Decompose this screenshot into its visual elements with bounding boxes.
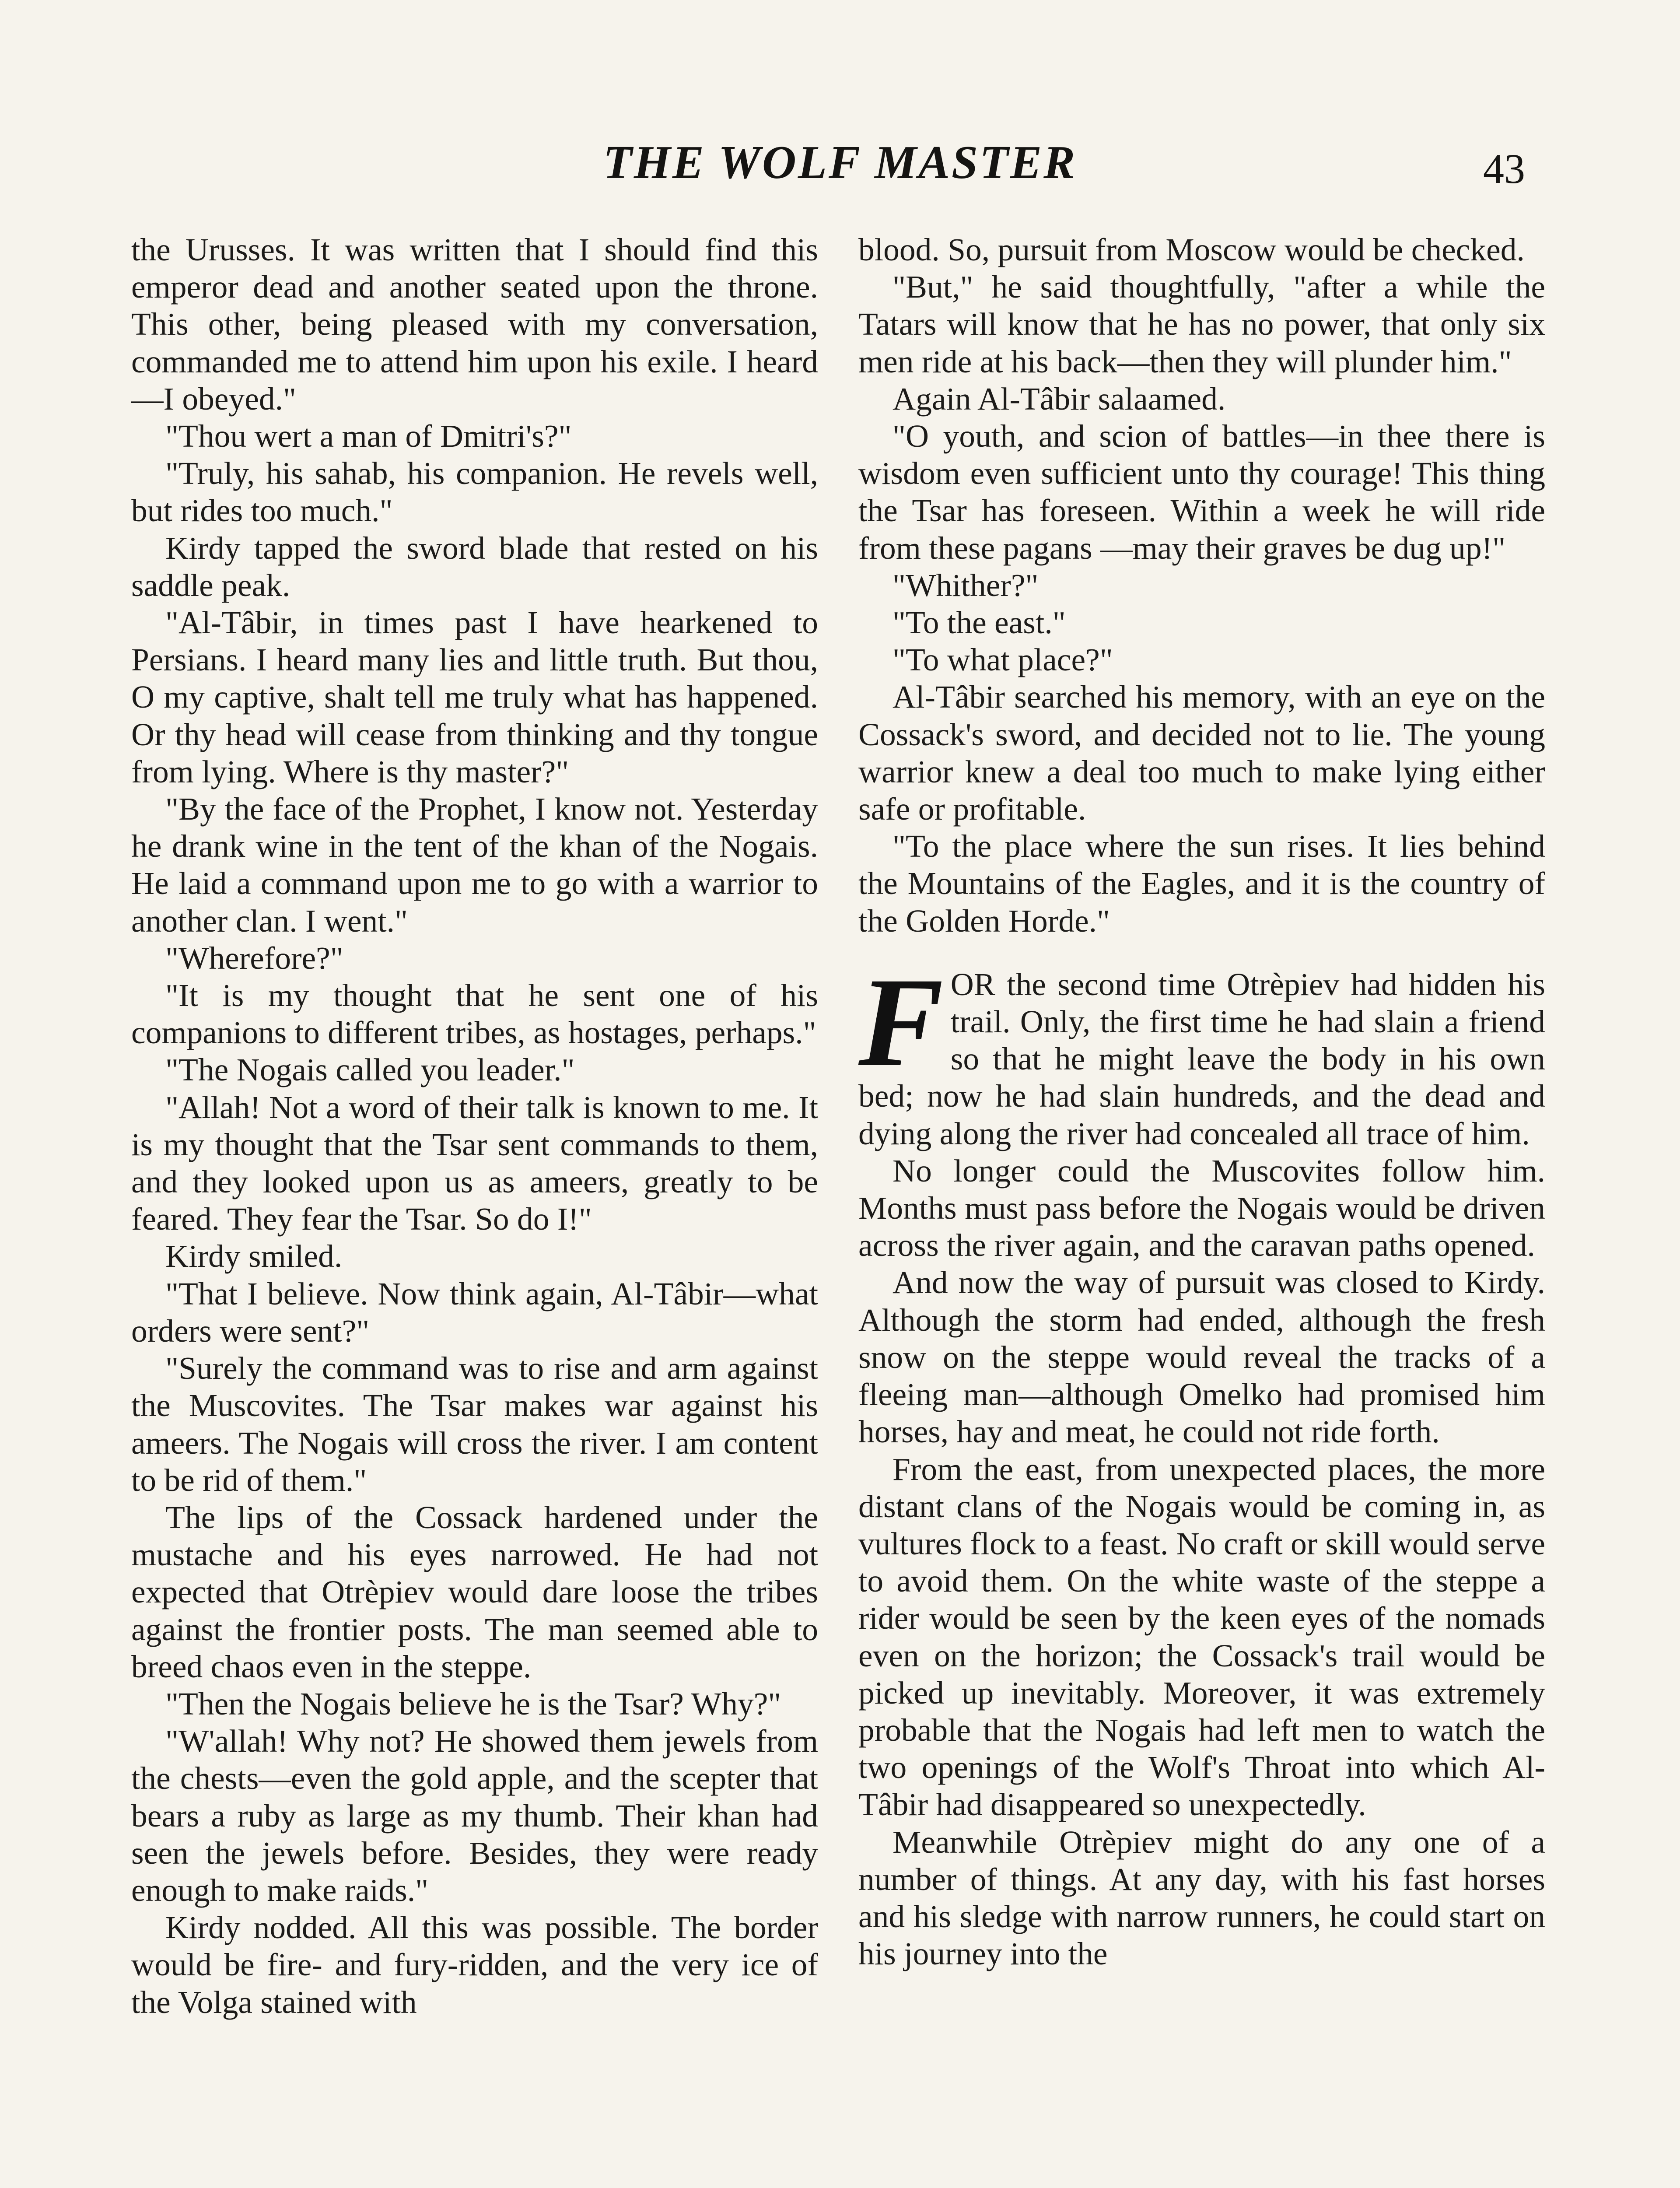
right-column (858, 231, 1545, 1972)
paragraph: "Whither?" (892, 567, 1039, 603)
page-number: 43 (1483, 145, 1525, 192)
paragraph: "Allah! Not a word of their talk is known to me. It is my thought that the Tsar sent commands to them, and they looked upon us as ameers, greatly to be feared. They fear the Tsar. So do I!" (131, 1089, 818, 1237)
paragraph: "O youth, and scion of battles—in thee there is wisdom even sufficient unto thy courage! This thing the Tsar has foreseen. Within a week he will ride from these pagans —may their graves be dug up!" (858, 418, 1545, 566)
paragraph: Meanwhile Otrèpiev might do any one of a number of things. At any day, with his fast horses and his sledge with narrow runners, he could start on his journey into the (858, 1824, 1545, 1972)
running-title: THE WOLF MASTER (603, 137, 1077, 189)
paragraph: Al-Tâbir searched his memory, with an eye on the Cossack's sword, and decided not to lie. The young warrior knew a deal too much to make lying either safe or profitable. (858, 679, 1545, 827)
paragraph: "It is my thought that he sent one of his companions to different tribes, as hostages, perhaps." (131, 978, 818, 1051)
paragraph: "The Nogais called you leader." (165, 1052, 575, 1088)
paragraph: Again Al-Tâbir salaamed. (892, 381, 1226, 417)
paragraph: And now the way of pursuit was closed to Kirdy. Although the storm had ended, although the fresh snow on the steppe would reveal the tracks of a fleeing man—although Omelko had promised him horses, hay and meat, he could not ride forth. (858, 1265, 1545, 1450)
paragraph-text: OR the second time Otrèpiev had hidden his trail. Only, the first time he had slain a friend so that he might leave the body in his own bed; now he had slain hundreds, and the dead and dying along the river had concealed all trace of him. (858, 966, 1545, 1151)
left-column (131, 231, 818, 2021)
paragraph: "To the east." (892, 605, 1066, 641)
paragraph: "Surely the command was to rise and arm against the Muscovites. The Tsar makes war against his ameers. The Nogais will cross the river. I am content to be rid of them." (131, 1350, 818, 1498)
paragraph: "Al-Tâbir, in times past I have hearkened to Persians. I heard many lies and little truth. But thou, O my captive, shalt tell me truly what has happened. Or thy head will cease from thinking and thy tongue from lying. Where is thy master?" (131, 605, 818, 789)
paragraph: "To what place?" (892, 642, 1113, 678)
paragraph: "Truly, his sahab, his companion. He revels well, but rides too much." (131, 456, 818, 529)
paragraph: "Wherefore?" (165, 940, 343, 976)
paragraph: The lips of the Cossack hardened under the mustache and his eyes narrowed. He had not expected that Otrèpiev would dare loose the tribes against the frontier posts. The man seemed able to breed chaos even in the steppe. (131, 1499, 818, 1684)
paragraph: blood. So, pursuit from Moscow would be checked. (858, 232, 1525, 267)
drop-cap: F (858, 951, 944, 1093)
paragraph: "To the place where the sun rises. It lies behind the Mountains of the Eagles, and it is the country of the Golden Horde." (858, 828, 1545, 939)
section-start-paragraph (858, 951, 1545, 1152)
paragraph: Kirdy nodded. All this was possible. The border would be fire- and fury-ridden, and the very ice of the Volga stained with (131, 1910, 818, 2020)
paragraph: "Then the Nogais believe he is the Tsar? Why?" (165, 1686, 781, 1722)
paragraph: From the east, from unexpected places, the more distant clans of the Nogais would be coming in, as vultures flock to a feast. No craft or skill would serve to avoid them. On the white waste of the steppe a rider would be seen by the keen eyes of the nomads even on the horizon; the Cossack's trail would be picked up inevitably. Moreover, it was extremely probable that the Nogais had left men to watch the two openings of the Wolf's Throat into which Al-Tâbir had disappeared so unexpectedly. (858, 1451, 1545, 1823)
paragraph: No longer could the Muscovites follow him. Months must pass before the Nogais would be driven across the river again, and the caravan paths opened. (858, 1153, 1545, 1263)
paragraph: Kirdy smiled. (165, 1238, 343, 1274)
paragraph: "Thou wert a man of Dmitri's?" (165, 418, 572, 454)
paragraph: "By the face of the Prophet, I know not. Yesterday he drank wine in the tent of the khan of the Nogais. He laid a command upon me to go with a warrior to another clan. I went." (131, 791, 818, 939)
paragraph: the Urusses. It was written that I should find this emperor dead and another seated upon the throne. This other, being pleased with my conversation, commanded me to attend him upon his exile. I heard—I obeyed." (131, 232, 818, 417)
paragraph: "But," he said thoughtfully, "after a while the Tatars will know that he has no power, that only six men ride at his back—then they will plunder him." (858, 269, 1545, 379)
paragraph: Kirdy tapped the sword blade that rested on his saddle peak. (131, 530, 818, 603)
paragraph: "W'allah! Why not? He showed them jewels from the chests—even the gold apple, and the scepter that bears a ruby as large as my thumb. Their khan had seen the jewels before. Besides, they were ready enough to make raids." (131, 1723, 818, 1908)
paragraph: "That I believe. Now think again, Al-Tâbir—what orders were sent?" (131, 1276, 818, 1349)
